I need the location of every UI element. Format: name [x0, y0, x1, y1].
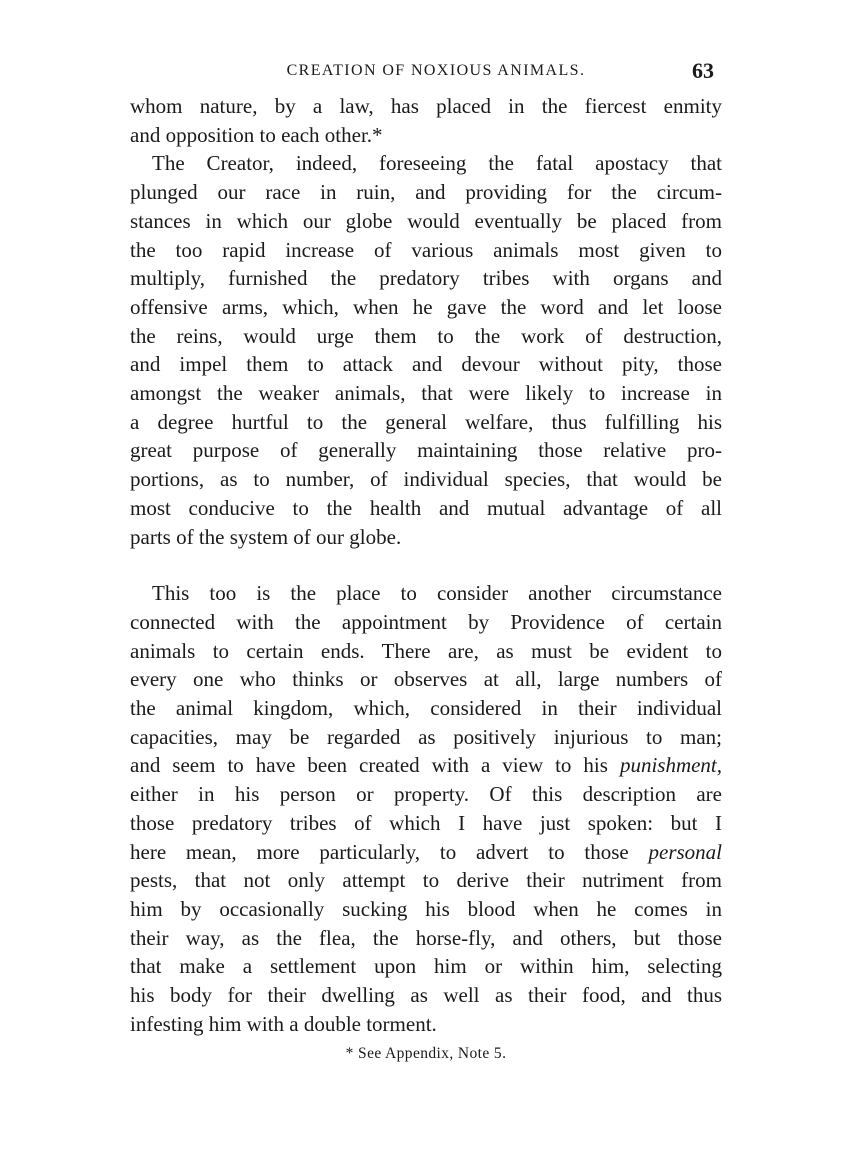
text-line: The Creator, indeed, foreseeing the fatal apostacy that [152, 151, 722, 176]
text-line: either in his person or property. Of this description are [130, 782, 722, 807]
text-line: animals to certain ends. There are, as must be evident to [130, 638, 722, 663]
text-segment: here mean, more particularly, to advert to those [130, 839, 629, 864]
text-line: their way, as the flea, the horse-fly, and others, but those [130, 925, 722, 950]
text-line: those predatory tribes of which I have just spoken: but I [130, 810, 722, 835]
text-line: the too rapid increase of various animals most given to [130, 237, 722, 262]
italic-word-punishment: punishment, [619, 753, 722, 778]
paragraph-creator [130, 149, 722, 551]
text-line: portions, as to number, of individual species, that would be [130, 467, 722, 492]
text-line: pests, that not only attempt to derive their nutriment from [130, 868, 722, 893]
italic-word-personal: personal [648, 839, 722, 864]
text-line: great purpose of generally maintaining those relative pro- [130, 438, 722, 463]
text-line [130, 751, 722, 780]
text-segment: and seem to have been created with a view to his [130, 753, 608, 778]
text-line: that make a settlement upon him or within him, selecting [130, 954, 722, 979]
text-line: multiply, furnished the predatory tribes with organs and [130, 266, 722, 291]
text-line: capacities, may be regarded as positively injurious to man; [130, 724, 722, 749]
text-line: plunged our race in ruin, and providing for the circum- [130, 180, 722, 205]
text-line: a degree hurtful to the general welfare, thus fulfilling his [130, 409, 722, 434]
text-line: his body for their dwelling as well as their food, and thus [130, 983, 722, 1008]
text-line [130, 838, 722, 867]
text-line: infesting him with a double torment. [130, 1011, 437, 1036]
running-title: CREATION OF NOXIOUS ANIMALS. [286, 62, 586, 79]
text-line: and impel them to attack and devour without pity, those [130, 352, 722, 377]
text-line: the reins, would urge them to the work of destruction, [130, 323, 722, 348]
text-line: most conducive to the health and mutual advantage of all [130, 495, 722, 520]
paragraph-noxious-animals [130, 579, 722, 1038]
text-line: every one who thinks or observes at all, large numbers of [130, 667, 722, 692]
text-line: parts of the system of our globe. [130, 524, 402, 549]
paragraph-continuation [130, 92, 722, 149]
page-number: 63 [692, 58, 714, 83]
text-line: whom nature, by a law, has placed in the fiercest enmity [130, 94, 722, 118]
page-header [130, 58, 722, 92]
paragraph-gap [130, 551, 722, 579]
text-line: offensive arms, which, when he gave the word and let loose [130, 294, 722, 319]
text-line: stances in which our globe would eventually be placed from [130, 208, 722, 233]
text-line: and opposition to each other.* [130, 122, 383, 147]
book-page [130, 58, 722, 1063]
text-line: connected with the appointment by Providence of certain [130, 609, 722, 634]
text-line: This too is the place to consider another circumstance [152, 581, 722, 606]
footnote: * See Appendix, Note 5. [345, 1044, 507, 1062]
text-line: him by occasionally sucking his blood when he comes in [130, 896, 722, 921]
text-line: amongst the weaker animals, that were likely to increase in [130, 381, 722, 406]
text-line: the animal kingdom, which, considered in their individual [130, 696, 722, 721]
